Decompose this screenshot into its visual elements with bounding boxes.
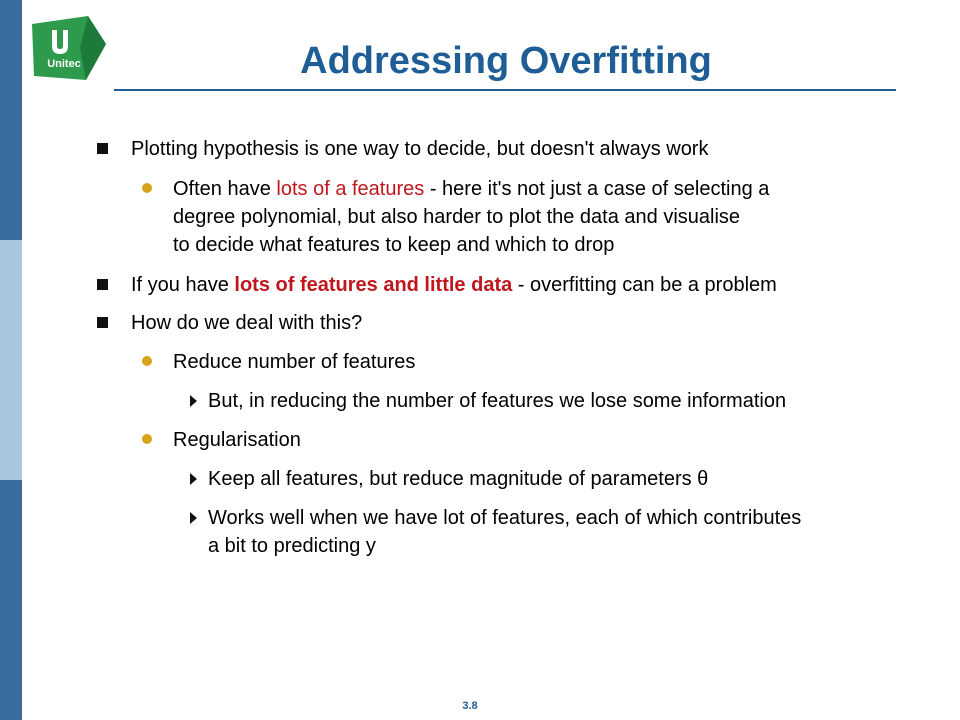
bullet-how-deal bbox=[131, 309, 362, 337]
circle-bullet-icon bbox=[142, 356, 152, 366]
bullet-text: Reduce number of features bbox=[173, 351, 416, 373]
bullet-text: - overfitting can be a problem bbox=[512, 274, 777, 296]
bullet-line-1 bbox=[173, 175, 769, 203]
bullet-line-1: Works well when we have lot of features, each of which contributes bbox=[208, 507, 802, 529]
bullet-text: Regularisation bbox=[173, 429, 301, 451]
bullet-little-data bbox=[131, 271, 777, 299]
triangle-bullet-icon bbox=[190, 395, 197, 407]
bullet-lots-of-features bbox=[173, 175, 769, 259]
square-bullet-icon bbox=[97, 279, 108, 290]
bullet-reduce-features bbox=[173, 348, 415, 376]
bullet-line-2: a bit to predicting y bbox=[208, 535, 376, 557]
logo-text: Unitec bbox=[47, 58, 81, 70]
triangle-bullet-icon bbox=[190, 473, 197, 485]
bullet-text: How do we deal with this? bbox=[131, 312, 363, 334]
slide-title: Addressing Overfitting bbox=[300, 40, 712, 82]
page-number: 3.8 bbox=[462, 700, 478, 712]
bullet-line-1 bbox=[131, 271, 777, 299]
square-bullet-icon bbox=[97, 143, 108, 154]
triangle-bullet-icon bbox=[190, 512, 197, 524]
square-bullet-icon bbox=[97, 317, 108, 328]
bullet-text: If you have bbox=[131, 274, 235, 296]
highlight-text: lots of a features bbox=[276, 178, 425, 200]
bullet-regularisation bbox=[173, 426, 301, 454]
circle-bullet-icon bbox=[142, 183, 152, 193]
bullet-works-well bbox=[208, 504, 801, 560]
bullet-text: Plotting hypothesis is one way to decide, but doesn't always work bbox=[131, 138, 709, 160]
bullet-text: - here it's not just a case of selecting a bbox=[424, 178, 770, 200]
bullet-line-3: to decide what features to keep and which to drop bbox=[173, 234, 615, 256]
bullet-plotting-hypothesis bbox=[131, 135, 708, 163]
bullet-keep-features bbox=[208, 465, 708, 493]
bullet-text: Keep all features, but reduce magnitude of parameters θ bbox=[208, 468, 709, 490]
highlight-text: lots of features and little data bbox=[234, 274, 513, 296]
bullet-line-2: degree polynomial, but also harder to plot the data and visualise bbox=[173, 206, 741, 228]
circle-bullet-icon bbox=[142, 434, 152, 444]
bullet-text: But, in reducing the number of features we lose some information bbox=[208, 390, 787, 412]
bullet-lose-information bbox=[208, 387, 786, 415]
bullet-text: Often have bbox=[173, 178, 277, 200]
